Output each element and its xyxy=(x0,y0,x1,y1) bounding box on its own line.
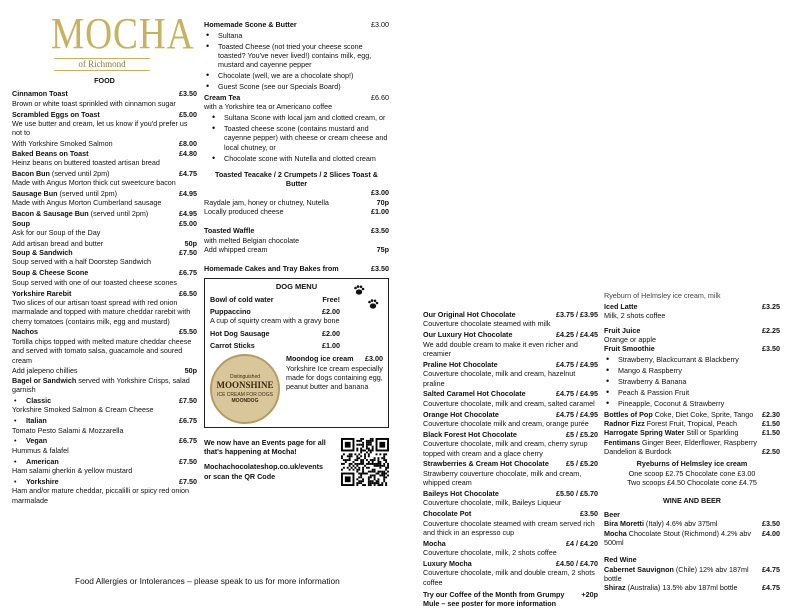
bagel-options xyxy=(12,396,197,505)
dog-menu-list xyxy=(210,295,340,351)
wine-price: £4.75 xyxy=(762,583,780,593)
teacake-extras xyxy=(204,198,389,217)
wine-desc: (Chile) 12% abv 187ml bottle xyxy=(604,564,749,583)
dog-item-name: Puppaccino xyxy=(210,306,251,316)
ryeburn-line1: One scoop £2.75 Chocolate cone £3.00 xyxy=(628,468,756,478)
dog-item-name: Hot Dog Sausage xyxy=(210,328,270,338)
teacake-extra-name: Locally produced cheese xyxy=(204,206,284,216)
food-item-desc: We use butter and cream, let us know if you'd prefer us not to xyxy=(12,118,188,138)
food-column xyxy=(12,10,197,580)
food-item-note: (served until 2pm) xyxy=(49,168,110,178)
beer-row xyxy=(604,519,780,528)
food-extra-name: With Yorkshire Smoked Salmon xyxy=(12,139,113,149)
waffle-header xyxy=(204,226,389,235)
logo-word: MOCHA xyxy=(51,9,195,58)
cream-tea-option: • Chocolate scone with Nutella and clotted cream xyxy=(210,154,389,163)
moondog-tub-image xyxy=(210,354,280,424)
events-section xyxy=(204,438,389,486)
beer-label xyxy=(604,519,717,528)
cakes-price: £3.50 xyxy=(371,264,389,274)
smoothie-row xyxy=(604,344,780,353)
iced-latte-price: £3.25 xyxy=(762,302,780,311)
scones-column xyxy=(204,20,389,580)
dog-item-price: Free! xyxy=(322,294,340,304)
food-item-price: £3.50 xyxy=(179,89,197,99)
scone-option: • Sultana xyxy=(204,31,389,40)
teacake-extra xyxy=(204,198,389,207)
waffle-extra-price: 75p xyxy=(376,245,389,255)
iced-latte-row xyxy=(604,302,780,311)
cut-off-line: Ryeburn of Helmsley ice cream, milk xyxy=(604,291,721,300)
hot-chocolate-item-name: Our Original Hot Chocolate xyxy=(423,310,516,319)
fentimans-row2 xyxy=(604,447,780,456)
food-item-price: £5.00 xyxy=(179,109,197,119)
waffle-extra xyxy=(204,245,389,254)
bagel-option-desc: Yorkshire Smoked Salmon & Cream Cheese xyxy=(12,405,154,415)
food-item-row xyxy=(12,110,197,119)
waffle-price: £3.50 xyxy=(371,226,389,236)
bullet-icon: • xyxy=(14,396,17,405)
cream-tea-price: £6.60 xyxy=(371,93,389,103)
bagel-option-desc: Ham salami gherkin & yellow mustard xyxy=(12,466,133,476)
hot-chocolate-desc: Couverture chocolate steamed with milk xyxy=(423,319,551,329)
bagel-option-label xyxy=(12,396,51,405)
food-item-price: £6.50 xyxy=(179,288,197,298)
food-item-name: Soup & Sandwich xyxy=(12,248,73,258)
hot-chocolate-item xyxy=(423,310,598,319)
beer-desc: (Italy) 4.6% abv 375ml xyxy=(643,519,718,529)
hot-chocolate-item-name: Mocha xyxy=(423,538,446,548)
scone-title: Homemade Scone & Butter xyxy=(204,20,297,29)
dog-item xyxy=(210,341,340,350)
food-item-price: £4.75 xyxy=(179,168,197,178)
bagel-option-label xyxy=(12,457,59,466)
bagel-option-row xyxy=(12,396,197,405)
bullet-icon: • xyxy=(14,456,17,466)
red-wine-heading: Red Wine xyxy=(604,555,637,565)
bagel-option-price: £6.75 xyxy=(179,436,197,446)
scone-options xyxy=(204,31,389,92)
smoothie-option: • Pineapple, Coconut & Strawberry xyxy=(604,399,780,408)
dog-menu-title: DOG MENU xyxy=(275,281,318,291)
pop-desc: Coke, Diet Coke, Sprite, Tango xyxy=(652,409,754,419)
wine-desc: (Australia) 13.5% abv 187ml bottle xyxy=(625,583,738,593)
beer-name: Mocha xyxy=(604,528,627,538)
hot-chocolate-item-price: £4.75 / £4.95 xyxy=(556,389,598,399)
bagel-option-label xyxy=(12,436,47,445)
hot-chocolate-item xyxy=(423,509,598,518)
fruit-juice-name: Fruit Juice xyxy=(604,325,641,335)
harrogate-desc: Still or Sparkling xyxy=(684,428,739,438)
fentimans-name: Fentimans xyxy=(604,437,640,447)
bagel-section xyxy=(12,376,197,505)
radnor-row xyxy=(604,419,780,428)
teacake-extra-name: Raydale jam, honey or chutney, Nutella xyxy=(204,197,329,207)
moondog-section xyxy=(210,354,383,424)
moondog-img-line2: MOONSHINE xyxy=(216,380,274,391)
waffle-extra-label: Add whipped cream xyxy=(204,245,268,255)
dog-item xyxy=(210,329,340,338)
teacake-extra-price: 70p xyxy=(376,197,389,207)
events-line2[interactable]: Mochachocolateshop.co.uk/events or scan the QR Code xyxy=(204,462,324,481)
food-item-note: (served until 2pm) xyxy=(88,209,149,219)
bagel-option-name: American xyxy=(26,456,59,466)
food-item-label xyxy=(12,248,73,257)
dog-item-desc: A cup of squirty cream with a gravy bone xyxy=(210,316,340,326)
bagel-desc: served with Yorkshire Crisps, salad garnish xyxy=(12,375,190,395)
hot-chocolate-item-name: Strawberries & Cream Hot Chocolate xyxy=(423,459,549,469)
food-item-name: Baked Beans on Toast xyxy=(12,148,89,158)
cream-tea-option: • Toasted cheese scone (contains mustard and cayenne pepper) with cheese or cream cheese and local chutney, or xyxy=(210,124,389,152)
moondog-img-line3: ICE CREAM FOR DOGS xyxy=(217,391,273,398)
scone-header xyxy=(204,20,389,29)
waffle-desc: with melted Belgian chocolate xyxy=(204,235,300,245)
hot-chocolate-item-price: £3.50 xyxy=(580,509,598,519)
moondog-desc: Yorkshire Ice cream especially made for dogs containing egg, peanut butter and banana xyxy=(286,363,383,392)
wine-beer-heading: WINE AND BEER xyxy=(662,496,722,506)
hot-chocolate-desc: Couverture chocolate, milk and cream, hazelnut praline xyxy=(423,369,576,388)
events-line1: We now have an Events page for all that's happening at Mocha! xyxy=(204,437,326,457)
coffee-month-text: Try our Coffee of the Month from Grumpy Mule – see poster for more information xyxy=(423,590,565,609)
food-item-row xyxy=(12,219,197,228)
bagel-option-desc: Ham and/or mature cheddar, piccalilli or spicy red onion marmalade xyxy=(12,486,189,505)
bagel-option-name: Classic xyxy=(26,396,52,405)
hot-chocolate-column xyxy=(423,310,598,609)
food-item-desc: Tortilla chips topped with melted mature cheddar cheese and served with tomato salsa, guacamole and soured cream xyxy=(12,336,192,365)
bagel-option-desc: Hummus & falafel xyxy=(12,445,69,455)
hot-chocolate-desc: Couverture chocolate steamed with cream served rich and thick in an espresso cup xyxy=(423,518,595,537)
teacake-extra-price: £1.00 xyxy=(371,206,389,216)
dog-item-price: £2.00 xyxy=(322,328,340,338)
hot-chocolate-item-name: Baileys Hot Chocolate xyxy=(423,488,499,498)
harrogate-price: £1.50 xyxy=(762,428,780,438)
harrogate-row xyxy=(604,428,780,437)
dog-item-name: Carrot Sticks xyxy=(210,340,255,350)
bagel-option-label xyxy=(12,477,59,486)
dog-item-price: £1.00 xyxy=(322,340,340,350)
food-item-name: Soup & Cheese Scone xyxy=(12,268,89,278)
dog-item-name: Bowl of cold water xyxy=(210,294,274,304)
bullet-icon: • xyxy=(14,436,17,446)
beer-list xyxy=(604,519,780,547)
pop-row xyxy=(604,410,780,419)
food-item-price: £4.80 xyxy=(179,148,197,158)
radnor-name: Radnor Fizz xyxy=(604,418,645,428)
food-item-desc: Soup served with one of our toasted cheese scones xyxy=(12,277,178,287)
radnor-desc: Forest Fruit, Tropical, Peach xyxy=(644,418,738,428)
hot-chocolate-desc: Strawberry couverture chocolate, milk and cream, whipped cream xyxy=(423,468,582,488)
food-item-desc: Soup served with a half Doorstep Sandwich xyxy=(12,257,152,267)
cakes-row xyxy=(204,264,389,273)
food-item-row xyxy=(12,169,197,178)
food-item-row xyxy=(12,189,197,198)
food-item-desc: Brown or white toast sprinkled with cinnamon sugar xyxy=(12,98,176,108)
food-item-row xyxy=(12,268,197,277)
food-extra-price: £8.00 xyxy=(179,139,197,149)
smoothie-options xyxy=(604,355,780,408)
food-item-row xyxy=(12,248,197,257)
cream-tea-header xyxy=(204,93,389,102)
moondog-img-line4: MOONDOG xyxy=(231,398,259,405)
wine-name: Cabernet Sauvignon xyxy=(604,564,674,574)
bullet-icon: • xyxy=(14,476,17,486)
hot-chocolate-item-price: £5 / £5.20 xyxy=(566,429,598,439)
food-item-label xyxy=(12,268,88,277)
hot-chocolate-item-price: £4.50 / £4.70 xyxy=(556,558,598,568)
paw-prints-icon xyxy=(352,283,382,313)
food-item-row xyxy=(12,327,197,336)
bagel-option-price: £6.75 xyxy=(179,416,197,426)
cream-tea-option: • Sultana Scone with local jam and clotted cream, or xyxy=(210,113,389,122)
cream-tea-options xyxy=(204,113,389,163)
food-extra-name: Add jalepeno chillies xyxy=(12,366,78,376)
fentimans-row xyxy=(604,438,780,447)
hot-chocolate-item xyxy=(423,410,598,419)
food-item-label xyxy=(12,209,148,218)
moondog-text xyxy=(286,354,383,424)
moondog-name: Moondog ice cream xyxy=(286,354,354,364)
pop-name: Bottles of Pop xyxy=(604,409,653,419)
food-item-label xyxy=(12,89,68,98)
food-item-label xyxy=(12,110,100,119)
hot-chocolate-item-name: Chocolate Pot xyxy=(423,509,472,519)
hot-chocolate-desc: Couverture chocolate milk and cream, orange purée xyxy=(423,418,589,428)
beer-price: £3.50 xyxy=(762,519,780,529)
fentimans-desc2: Dandelion & Burdock xyxy=(604,447,672,457)
bagel-option-name: Yorkshire xyxy=(26,476,59,486)
hot-chocolate-desc: Couverture chocolate, milk and cream, cherry syrup topped with cream and a glace cherry xyxy=(423,439,588,458)
cream-tea-title: Cream Tea xyxy=(204,93,241,103)
hot-chocolate-item-name: Salted Caramel Hot Chocolate xyxy=(423,389,526,399)
bagel-option-label xyxy=(12,416,47,425)
radnor-price: £1.50 xyxy=(762,418,780,428)
teacake-title: Toasted Teacake / 2 Crumpets / 2 Slices Toast & Butter xyxy=(215,169,378,188)
bagel-option-name: Italian xyxy=(26,416,47,426)
mocha-logo xyxy=(42,9,195,71)
hot-chocolate-item-name: Black Forest Hot Chocolate xyxy=(423,429,517,439)
hot-chocolate-item xyxy=(423,330,598,339)
qr-code-icon[interactable] xyxy=(341,438,389,486)
bagel-option-row xyxy=(12,477,197,486)
wine-label xyxy=(604,565,758,584)
beer-heading: Beer xyxy=(604,509,620,519)
food-extra-price: 50p xyxy=(184,366,197,376)
food-item-price: £4.95 xyxy=(179,188,197,198)
wine-price: £4.75 xyxy=(762,564,780,574)
food-item-price: £7.50 xyxy=(179,248,197,258)
food-list xyxy=(12,89,197,375)
wine-row xyxy=(604,565,780,584)
dog-menu-box xyxy=(204,278,389,428)
bullet-icon: • xyxy=(14,416,17,426)
teacake-price: £3.00 xyxy=(371,188,389,198)
food-heading: FOOD xyxy=(94,76,115,85)
harrogate-name: Harrogate Spring Water xyxy=(604,428,685,438)
smoothie-option: • Peach & Passion Fruit xyxy=(604,388,780,397)
bagel-option-price: £7.50 xyxy=(179,476,197,486)
hot-chocolate-item-price: £4.25 / £4.45 xyxy=(556,330,598,340)
bagel-option-row xyxy=(12,436,197,445)
food-item-name: Scrambled Eggs on Toast xyxy=(12,109,100,119)
pop-price: £2.30 xyxy=(762,409,780,419)
food-item-row xyxy=(12,289,197,298)
food-item-label xyxy=(12,189,117,198)
bagel-option-row xyxy=(12,416,197,425)
moondog-img-line1: Distinguished xyxy=(229,373,261,380)
fentimans-price: £2.50 xyxy=(762,447,780,457)
allergy-footer: Food Allergies or Intolerances – please speak to us for more information xyxy=(75,576,340,586)
food-item-name: Nachos xyxy=(12,327,38,337)
hot-chocolate-item-price: £5.50 / £5.70 xyxy=(556,488,598,498)
beer-desc: Chocolate Stout (Richmond) 4.2% abv 500ml xyxy=(604,528,752,547)
food-item-name: Bacon & Sausage Bun xyxy=(12,209,89,219)
drinks-column xyxy=(604,291,780,600)
food-item-price: £5.00 xyxy=(179,218,197,228)
wine-label xyxy=(604,583,737,592)
food-item-desc: Two slices of our artisan toast spread with red onion marmalade and topped with mature cheddar rarebit with cherry tomatoes (contains milk, egg and mustard) xyxy=(12,297,191,326)
fruit-juice-desc: Orange or apple xyxy=(604,335,656,345)
hot-chocolate-item xyxy=(423,459,598,468)
smoothie-option: • Strawberry, Blackcurrant & Blackberry xyxy=(604,355,780,364)
smoothie-option: • Mango & Raspberry xyxy=(604,366,780,375)
teacake-extra xyxy=(204,207,389,216)
hot-chocolate-item-name: Our Luxury Hot Chocolate xyxy=(423,330,513,340)
food-item-desc: Made with Angus Morton Cumberland sausage xyxy=(12,198,162,208)
food-item-note: (served until 2pm) xyxy=(57,188,118,198)
iced-latte-name: Iced Latte xyxy=(604,302,638,311)
food-item-desc: Ask for our Soup of the Day xyxy=(12,227,101,237)
hot-chocolate-item-price: £3.75 / £3.95 xyxy=(556,310,598,319)
beer-name: Bira Moretti xyxy=(604,519,644,529)
food-extra xyxy=(12,366,197,375)
bagel-option-name: Vegan xyxy=(26,436,48,446)
scone-option: • Guest Scone (see our Specials Board) xyxy=(204,82,389,91)
ryeburn-title: Ryeburns of Helmsley ice cream xyxy=(636,459,748,469)
smoothie-name: Fruit Smoothie xyxy=(604,344,655,354)
wine-row xyxy=(604,583,780,592)
iced-latte-desc: Milk, 2 shots coffee xyxy=(604,311,666,321)
hot-chocolate-desc: Couverture chocolate, milk, 2 shots coffee xyxy=(423,548,557,558)
hot-chocolate-list xyxy=(423,310,598,587)
hot-chocolate-item xyxy=(423,559,598,568)
food-item-price: £6.75 xyxy=(179,268,197,278)
scone-option: • Toasted Cheese (not tried your cheese scone toasted? You've never lived!) contains milk, egg, mustard and cayenne pepper xyxy=(204,42,389,70)
hot-chocolate-item-price: £4.75 / £4.95 xyxy=(556,409,598,419)
hot-chocolate-item xyxy=(423,360,598,369)
coffee-month-row xyxy=(423,590,598,609)
food-item-row xyxy=(12,89,197,98)
scone-price: £3.00 xyxy=(371,20,389,29)
moondog-price: £3.00 xyxy=(365,354,383,364)
food-item-desc: Heinz beans on buttered toasted artisan bread xyxy=(12,157,160,167)
hot-chocolate-item-name: Luxury Mocha xyxy=(423,558,472,568)
coffee-month-price: +20p xyxy=(581,590,598,600)
dog-item xyxy=(210,295,340,304)
food-item-name: Soup xyxy=(12,218,30,228)
hot-chocolate-desc: Couverture chocolate, milk and double cream, 2 shots coffee xyxy=(423,568,595,587)
hot-chocolate-item xyxy=(423,489,598,498)
bagel-title: Bagel or Sandwich xyxy=(12,375,77,385)
fruit-juice-price: £2.25 xyxy=(762,325,780,335)
hot-chocolate-desc: Couverture chocolate, milk, Baileys Liqueur xyxy=(423,498,562,508)
food-extra xyxy=(12,139,197,148)
cream-tea-desc: with a Yorkshire tea or Americano coffee xyxy=(204,102,333,112)
food-item-label xyxy=(12,149,89,158)
food-item-price: £5.50 xyxy=(179,327,197,337)
hot-chocolate-item-price: £4.75 / £4.95 xyxy=(556,359,598,369)
wine-name: Shiraz xyxy=(604,583,626,593)
food-extra-price: 50p xyxy=(184,238,197,248)
hot-chocolate-item xyxy=(423,539,598,548)
hot-chocolate-desc: Couverture chocolate, milk and cream, salted caramel xyxy=(423,398,595,408)
beer-row xyxy=(604,529,780,548)
bagel-option-price: £7.50 xyxy=(179,456,197,466)
beer-label xyxy=(604,529,758,548)
food-extra-name: Add artisan bread and butter xyxy=(12,238,104,248)
food-item-label xyxy=(12,327,38,336)
waffle-title: Toasted Waffle xyxy=(204,226,255,236)
food-item-name: Cinnamon Toast xyxy=(12,89,68,99)
smoothie-option: • Strawberry & Banana xyxy=(604,377,780,386)
cakes-title: Homemade Cakes and Tray Bakes from xyxy=(204,264,339,274)
dog-item-price: £2.00 xyxy=(322,306,340,316)
smoothie-price: £3.50 xyxy=(762,344,780,354)
beer-price: £4.00 xyxy=(762,528,780,538)
dog-item xyxy=(210,307,340,316)
hot-chocolate-item-name: Praline Hot Chocolate xyxy=(423,359,498,369)
fentimans-desc: Ginger Beer, Elderflower, Raspberry xyxy=(639,437,758,447)
food-item-price: £4.95 xyxy=(179,209,197,219)
food-item-name: Sausage Bun xyxy=(12,188,58,198)
ryeburn-line2: Two scoops £4.50 Chocolate cone £4.75 xyxy=(627,478,757,488)
hot-chocolate-item xyxy=(423,389,598,398)
food-item-name: Bacon Bun xyxy=(12,168,50,178)
events-text xyxy=(204,438,329,486)
bagel-option-price: £7.50 xyxy=(179,396,197,405)
logo-subtitle: of Richmond xyxy=(54,58,150,71)
scone-option: • Chocolate (well, we are a chocolate shop!) xyxy=(204,71,389,80)
food-item-label xyxy=(12,169,109,178)
hot-chocolate-desc: We add double cream to make it even richer and creamier xyxy=(423,339,578,358)
food-item-name: Yorkshire Rarebit xyxy=(12,288,72,298)
food-item-label xyxy=(12,289,71,298)
bagel-option-row xyxy=(12,457,197,466)
bagel-option-desc: Tomato Pesto Salami & Mozzarella xyxy=(12,425,124,435)
fruit-juice-row xyxy=(604,326,780,335)
food-extra xyxy=(12,239,197,248)
food-item-row xyxy=(12,149,197,158)
wine-list xyxy=(604,565,780,593)
hot-chocolate-item xyxy=(423,430,598,439)
hot-chocolate-item-price: £4 / £4.20 xyxy=(566,538,598,548)
hot-chocolate-item-price: £5 / £5.20 xyxy=(566,459,598,469)
food-item-label xyxy=(12,219,30,228)
hot-chocolate-item-name: Orange Hot Chocolate xyxy=(423,409,499,419)
food-item-row xyxy=(12,209,197,218)
food-item-desc: Made with Angus Morton thick cut sweetcure bacon xyxy=(12,178,176,188)
